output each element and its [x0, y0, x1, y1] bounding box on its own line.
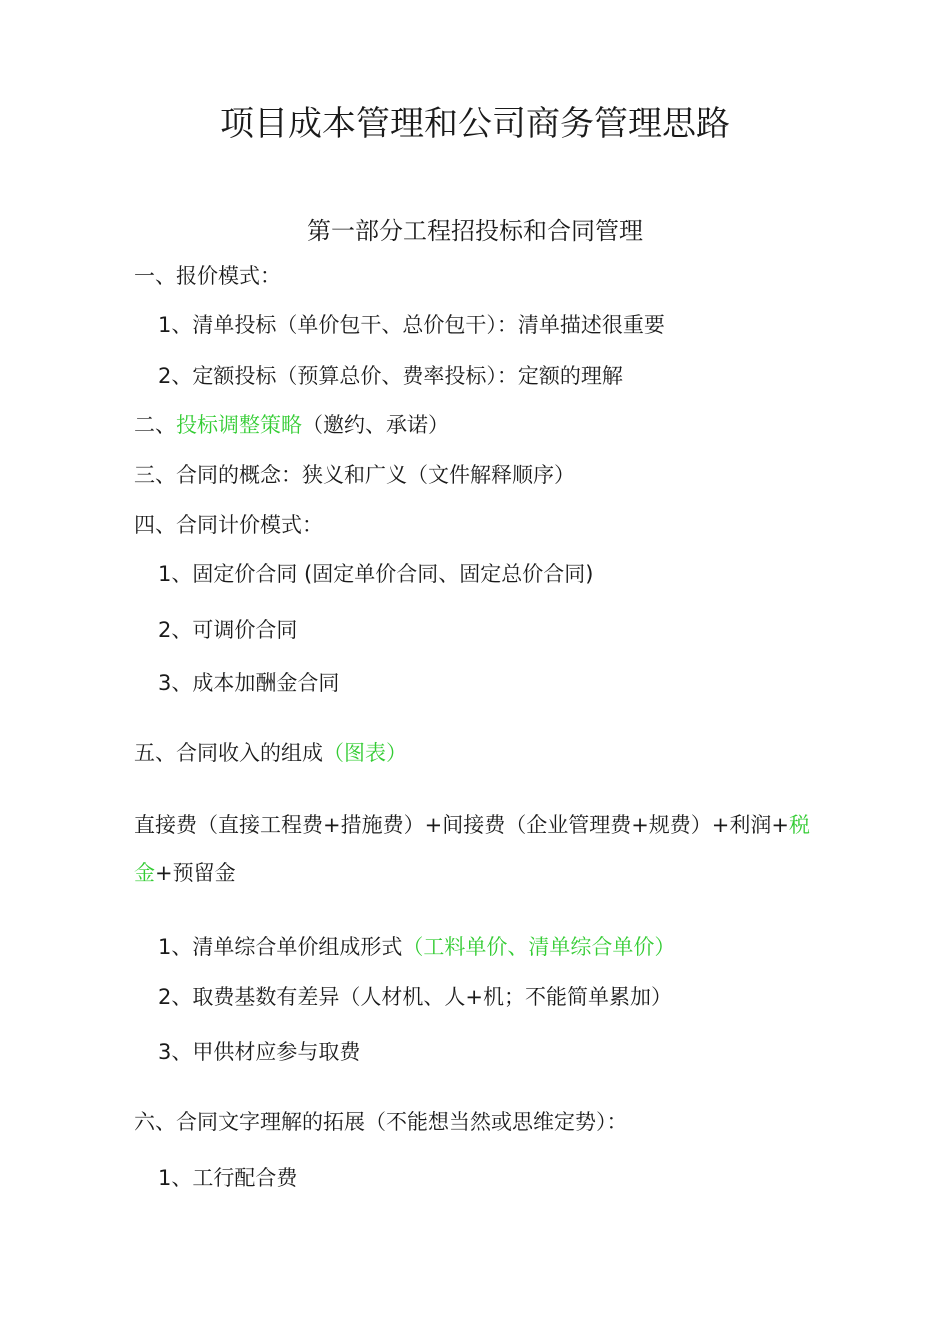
formula-text: +预留金 [155, 861, 236, 885]
item-quota-bidding: 2、定额投标（预算总价、费率投标）：定额的理解 [158, 364, 623, 388]
heading-income-composition [134, 739, 407, 767]
heading-bid-strategy [134, 411, 449, 439]
item-bill-bidding: 1、清单投标（单价包干、总价包干）：清单描述很重要 [158, 313, 665, 337]
formula-line-2 [134, 859, 236, 887]
highlight-text: （图表） [323, 741, 407, 765]
highlight-text: 金 [134, 861, 155, 885]
heading-quotation-mode: 一、报价模式： [134, 264, 281, 288]
document-title: 项目成本管理和公司商务管理思路 [220, 104, 730, 144]
heading-contract-wording: 六、合同文字理解的拓展（不能想当然或思维定势）： [134, 1110, 628, 1134]
highlight-text: 税 [788, 813, 810, 837]
section-subtitle: 第一部分工程招投标和合同管理 [307, 217, 643, 245]
item-fee-base: 2、取费基数有差异（人材机、人+机；不能简单累加） [158, 985, 672, 1009]
formula-text: 直接费（直接工程费+措施费）+间接费（企业管理费+规费）+利润+ [134, 813, 789, 837]
item-fixed-price: 1、固定价合同 (固定单价合同、固定总价合同) [158, 562, 594, 586]
heading-text: 五、合同收入的组成 [134, 741, 323, 765]
highlight-text: 投标调整策略 [176, 413, 302, 437]
item-coordination-fee: 1、工行配合费 [158, 1166, 298, 1190]
item-supplied-materials: 3、甲供材应参与取费 [158, 1040, 361, 1064]
item-text: 1、清单综合单价组成形式 [158, 935, 403, 959]
heading-contract-concept: 三、合同的概念：狭义和广义（文件解释顺序） [134, 463, 575, 487]
item-unit-price-form [158, 933, 675, 961]
heading-pricing-mode: 四、合同计价模式： [134, 513, 323, 537]
item-cost-plus: 3、成本加酬金合同 [158, 671, 340, 695]
heading-suffix: （邀约、承诺） [302, 413, 449, 437]
item-adjustable-price: 2、可调价合同 [158, 618, 298, 642]
formula-line-1 [134, 811, 810, 839]
heading-prefix: 二、 [134, 413, 176, 437]
highlight-text: （工料单价、清单综合单价） [402, 935, 676, 959]
